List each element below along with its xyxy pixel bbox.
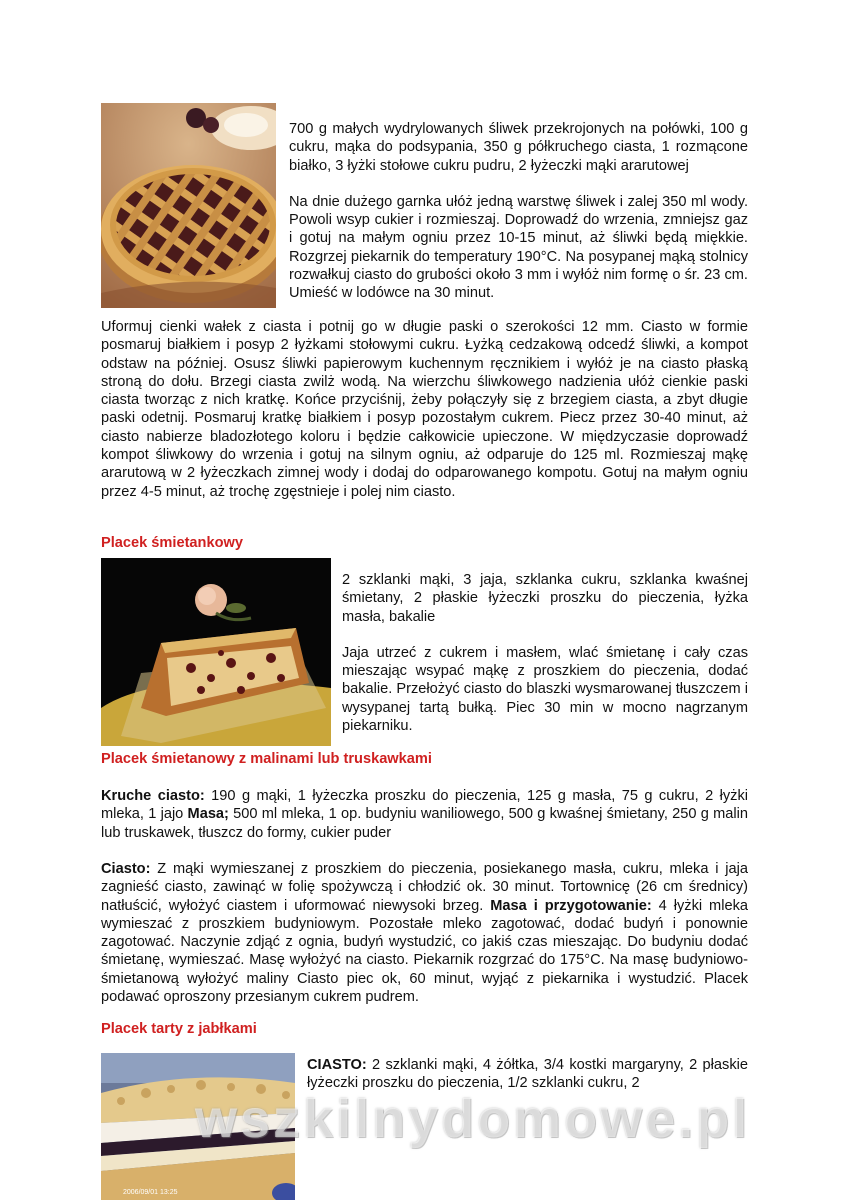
recipe3-dough-label: Kruche ciasto: <box>101 788 205 804</box>
recipe2-text <box>342 571 748 735</box>
photo-date-stamp: 2006/09/01 13:25 <box>123 1189 178 1196</box>
recipe3-dough-text: 190 g mąki, 1 łyżeczka proszku do pieczenia, 125 g masła, 75 g cukru, 2 łyżki mleka, 1 jajo <box>101 788 749 823</box>
recipe3-prep-text: 4 łyżki mleka wymieszać z proszkiem budyniowym. Pozostałe mleko zagotować, dodać budyń i ponownie zagotować. Naczynie zdjąć z ognia, budyń wystudzić, co jakiś czas mieszając. Do budyniu dodać śmietanę, wymieszać. Masę wyłożyć na ciasto. Piekarnik rozgrzać do 175°C. Na masę budyniowo-śmietanową wyłożyć maliny Ciasto piec ok, 60 minut, wyjąć z piekarnika i wystudzić. Placek podawać oproszony przesianym cukrem pudrem. <box>101 897 748 1006</box>
recipe3-mass-text: 500 ml mleka, 1 op. budyniu waniliowego, 500 g kwaśnej śmietany, 250 g malin lub truskawek, tłuszcz do formy, cukier puder <box>101 806 748 841</box>
recipe1-bottom-text <box>101 318 748 501</box>
recipe4-title: Placek tarty z jabłkami <box>101 1021 257 1037</box>
cream-cake-image <box>101 558 331 746</box>
recipe1-method-top: Na dnie dużego garnka ułóż jedną warstwę śliwek i zalej 350 ml wody. Powoli wsyp cukier i rozmieszaj. Doprowadź do wrzenia, zmniejsz gaz i gotuj na małym ogniu przez 10-15 minut, aż śliwki będą miękkie. Rozgrzej piekarnik do temperatury 190°C. Na posypanej mąką stolnicy rozwałkuj ciasto do grubości około 3 mm i wyłóż nim formę o śr. 23 cm. Umieść w lodówce na 30 minut. <box>289 193 748 302</box>
recipe2-title: Placek śmietankowy <box>101 535 243 551</box>
recipe3-method-text <box>101 860 748 1006</box>
site-watermark: wszkilnydomowe.pl <box>195 1089 751 1149</box>
recipe3-ciasto-label: Ciasto: <box>101 861 151 877</box>
lattice-tart-image <box>101 103 276 308</box>
recipe2-method: Jaja utrzeć z cukrem i masłem, wlać śmietanę i cały czas mieszając wsypać mąkę z proszkiem do pieczenia, dodać bakalie. Przełożyć ciasto do blaszki wysmarowanej tłuszczem i wysypanej tartą bułką. Piec 30 min w mocno nagrzanym piekarniku. <box>342 644 748 735</box>
recipe3-mass-label: Masa; <box>187 806 229 823</box>
recipe3-ciasto-text: Z mąki wymieszanej z proszkiem do pieczenia, posiekanego masła, cukru, mleka i jaja zagnieść ciasto, zawinąć w folię spożywczą i chłodzić ok. 30 minut. Tortownicę (26 cm średnicy) natłuścić, wyłożyć ciastem i uformować niewysoki brzeg. <box>101 861 748 914</box>
recipe3-ingredients-text <box>101 787 748 842</box>
recipe1-method-bottom: Uformuj cienki wałek z ciasta i potnij go w długie paski o szerokości 12 mm. Ciasto w formie posmaruj białkiem i posyp 2 łyżkami stołowymi cukru. Łyżką cedzakową odcedź śliwki, a kompot odstaw na później. Osusz śliwki papierowym kuchennym ręcznikiem i wyłóż je na ciasto płaską stroną do dołu. Brzegi ciasta zwilż wodą. Na wierzchu śliwkowego nadzienia ułóż cienkie paski ciasta tworząc z nich kratkę. Końce przyciśnij, żeby połączyły się z brzegiem ciasta, a zbyt długie paski odetnij. Posmaruj kratkę białkiem i posyp pozostałym cukrem. Piecz przez 30-40 minut, aż ciasto nabierze bladozłotego koloru i będzie całkowicie upieczone. W międzyczasie doprowadź kompot śliwkowy do wrzenia i gotuj na silnym ogniu, aż odparuje do 125 ml. Rozmieszaj mąkę ararutową w 2 łyżeczkach zimnej wody i dodaj do odparowanego kompotu. Gotuj na małym ogniu przez 4-5 minut, aż trochę zgęstnieje i polej nim ciasto. <box>101 319 748 500</box>
recipe1-top-text <box>289 120 748 303</box>
recipe3-ingredients <box>101 787 748 842</box>
recipe4-ciasto-text: 2 szklanki mąki, 4 żółtka, 3/4 kostki margaryny, 2 płaskie łyżeczki proszku do pieczenia, 1/2 szklanki cukru, 2 <box>307 1057 748 1092</box>
cake-slice-with-rose-photo-icon <box>101 558 331 746</box>
recipe3-title: Placek śmietanowy z malinami lub truskawkami <box>101 751 432 767</box>
recipe2-ingredients: 2 szklanki mąki, 3 jaja, szklanka cukru, szklanka kwaśnej śmietany, 2 płaskie łyżeczki proszku do pieczenia, łyżka masła, bakalie <box>342 572 748 625</box>
lattice-tart-photo-icon <box>101 103 276 308</box>
recipe4-ciasto-label: CIASTO: <box>307 1057 367 1073</box>
recipe3-prep-label: Masa i przygotowanie: <box>490 897 652 914</box>
recipe3-method <box>101 860 748 1006</box>
recipe1-ingredients: 700 g małych wydrylowanych śliwek przekrojonych na połówki, 100 g cukru, mąka do podsypania, 350 g półkruchego ciasta, 1 rozmącone białko, 3 łyżki stołowe cukru pudru, 2 łyżeczki mąki ararutowej <box>289 121 748 174</box>
